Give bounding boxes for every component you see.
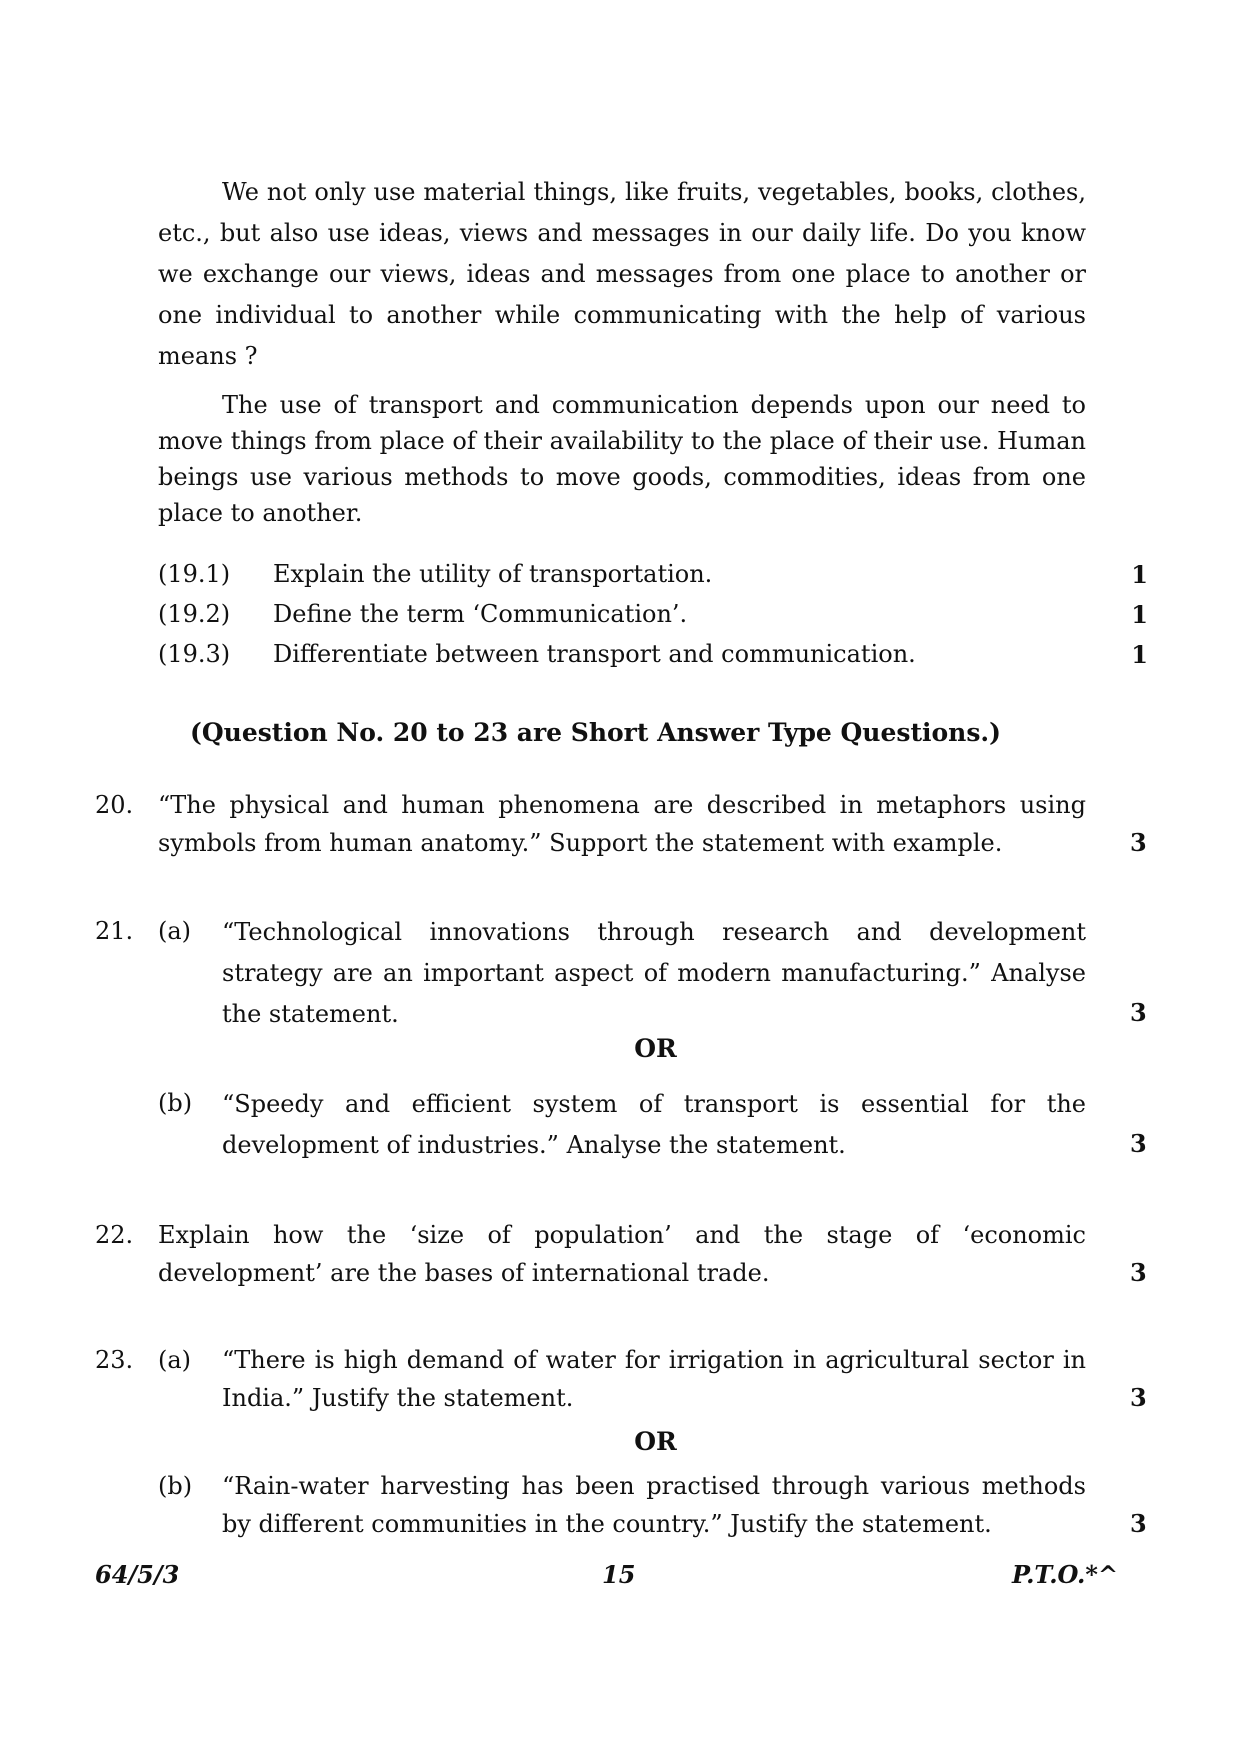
subquestion-19-2	[158, 600, 1148, 640]
question-number: 21.	[95, 917, 134, 945]
subquestion-number: (19.2)	[158, 600, 231, 628]
marks: 3	[1130, 828, 1147, 857]
option-text-b: “Speedy and efficient system of transport is essential for the development of industries.” Analyse the statement.	[222, 1090, 1086, 1159]
marks: 3	[1130, 1258, 1147, 1287]
marks: 3	[1130, 1129, 1147, 1158]
subquestion-19-3	[158, 640, 1148, 680]
section-heading: (Question No. 20 to 23 are Short Answer Type Questions.)	[190, 718, 1001, 747]
page-number: 15	[602, 1560, 636, 1589]
marks: 3	[1130, 1509, 1147, 1538]
option-text-a: “There is high demand of water for irrigation in agricultural sector in India.” Justify the statement.	[222, 1346, 1086, 1412]
or-divider: OR	[634, 1034, 677, 1063]
subquestion-number: (19.1)	[158, 560, 231, 588]
subquestion-19-1	[158, 560, 1148, 600]
option-label-a: (a)	[158, 917, 192, 945]
question-text: Explain how the ‘size of population’ and the stage of ‘economic development’ are the bases of international trade.	[158, 1221, 1086, 1287]
marks: 1	[1131, 560, 1148, 589]
subquestion-text: Differentiate between transport and communication.	[273, 640, 916, 668]
option-text-a: “Technological innovations through research and development strategy are an important aspect of modern manufacturing.” Analyse the statement.	[222, 918, 1086, 1028]
option-label-b: (b)	[158, 1472, 193, 1500]
marks: 3	[1130, 998, 1147, 1027]
pto-label: P.T.O.*^	[1012, 1560, 1119, 1589]
question-text: “The physical and human phenomena are described in metaphors using symbols from human anatomy.” Support the statement with example.	[158, 791, 1086, 857]
question-number: 23.	[95, 1346, 134, 1374]
question-number: 20.	[95, 791, 134, 819]
marks: 3	[1130, 1383, 1147, 1412]
intro-paragraph-1: We not only use material things, like fruits, vegetables, books, clothes, etc., but also use ideas, views and messages in our daily life. Do you know we exchange our views, ideas and messages from one place to another or one individual to another while communicating with the help of various means ?	[158, 178, 1086, 370]
option-text-b: “Rain-water harvesting has been practised through various methods by different communities in the country.” Justify the statement.	[222, 1472, 1086, 1538]
marks: 1	[1131, 600, 1148, 629]
paper-code: 64/5/3	[95, 1560, 180, 1589]
option-label-a: (a)	[158, 1346, 192, 1374]
or-divider: OR	[634, 1427, 677, 1456]
question-number: 22.	[95, 1221, 134, 1249]
option-label-b: (b)	[158, 1089, 193, 1117]
intro-paragraph-2: The use of transport and communication depends upon our need to move things from place of their availability to the place of their use. Human beings use various methods to move goods, commodities, ideas from one place to another.	[158, 391, 1086, 527]
marks: 1	[1131, 640, 1148, 669]
subquestion-text: Explain the utility of transportation.	[273, 560, 713, 588]
subquestion-number: (19.3)	[158, 640, 231, 668]
subquestion-text: Define the term ‘Communication’.	[273, 600, 688, 628]
